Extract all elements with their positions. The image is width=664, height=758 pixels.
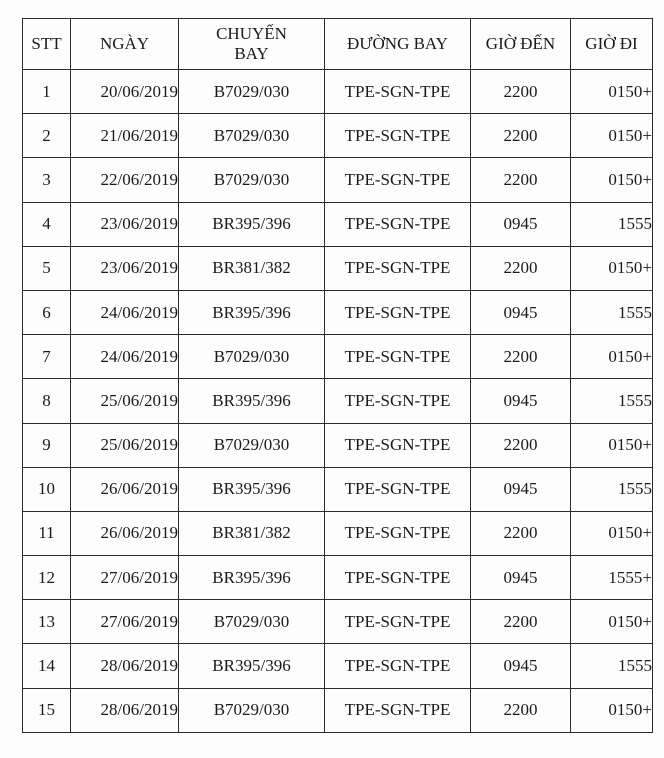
- cell-stt: 4: [23, 202, 71, 246]
- cell-stt: 6: [23, 290, 71, 334]
- cell-route: TPE-SGN-TPE: [325, 290, 471, 334]
- cell-departure: 0150+: [571, 688, 653, 732]
- cell-departure: 0150+: [571, 423, 653, 467]
- cell-departure: 1555: [571, 379, 653, 423]
- table-row: [23, 467, 653, 511]
- cell-flight: B7029/030: [179, 114, 325, 158]
- cell-stt: 3: [23, 158, 71, 202]
- cell-date: 28/06/2019: [71, 688, 179, 732]
- header-departure: GIỜ ĐI: [571, 19, 653, 70]
- cell-date: 27/06/2019: [71, 600, 179, 644]
- cell-arrival: 2200: [471, 511, 571, 555]
- cell-date: 23/06/2019: [71, 246, 179, 290]
- table-row: [23, 600, 653, 644]
- cell-date: 26/06/2019: [71, 467, 179, 511]
- cell-stt: 8: [23, 379, 71, 423]
- cell-date: 22/06/2019: [71, 158, 179, 202]
- cell-date: 21/06/2019: [71, 114, 179, 158]
- cell-arrival: 0945: [471, 556, 571, 600]
- cell-arrival: 2200: [471, 70, 571, 114]
- cell-departure: 0150+: [571, 70, 653, 114]
- table-row: [23, 290, 653, 334]
- cell-stt: 12: [23, 556, 71, 600]
- cell-flight: B7029/030: [179, 600, 325, 644]
- table-row: [23, 70, 653, 114]
- cell-route: TPE-SGN-TPE: [325, 114, 471, 158]
- cell-arrival: 2200: [471, 423, 571, 467]
- cell-date: 24/06/2019: [71, 335, 179, 379]
- cell-stt: 10: [23, 467, 71, 511]
- cell-route: TPE-SGN-TPE: [325, 644, 471, 688]
- cell-stt: 9: [23, 423, 71, 467]
- cell-stt: 13: [23, 600, 71, 644]
- cell-arrival: 0945: [471, 467, 571, 511]
- cell-flight: BR395/396: [179, 556, 325, 600]
- header-flight-line2: BAY: [234, 44, 269, 63]
- cell-departure: 1555: [571, 467, 653, 511]
- cell-stt: 7: [23, 335, 71, 379]
- cell-arrival: 0945: [471, 644, 571, 688]
- cell-departure: 0150+: [571, 335, 653, 379]
- cell-flight: B7029/030: [179, 70, 325, 114]
- cell-route: TPE-SGN-TPE: [325, 423, 471, 467]
- cell-arrival: 0945: [471, 379, 571, 423]
- table-row: [23, 688, 653, 732]
- cell-date: 26/06/2019: [71, 511, 179, 555]
- header-flight-line1: CHUYẾN: [216, 24, 287, 43]
- cell-departure: 1555: [571, 202, 653, 246]
- cell-date: 27/06/2019: [71, 556, 179, 600]
- cell-arrival: 2200: [471, 600, 571, 644]
- table-row: [23, 423, 653, 467]
- cell-route: TPE-SGN-TPE: [325, 688, 471, 732]
- cell-arrival: 2200: [471, 158, 571, 202]
- cell-flight: BR381/382: [179, 511, 325, 555]
- header-arrival: GIỜ ĐẾN: [471, 19, 571, 70]
- cell-route: TPE-SGN-TPE: [325, 511, 471, 555]
- cell-route: TPE-SGN-TPE: [325, 158, 471, 202]
- cell-route: TPE-SGN-TPE: [325, 467, 471, 511]
- cell-stt: 1: [23, 70, 71, 114]
- cell-route: TPE-SGN-TPE: [325, 202, 471, 246]
- cell-arrival: 2200: [471, 688, 571, 732]
- cell-route: TPE-SGN-TPE: [325, 246, 471, 290]
- cell-departure: 0150+: [571, 114, 653, 158]
- cell-flight: B7029/030: [179, 423, 325, 467]
- header-row: [23, 19, 653, 70]
- cell-flight: B7029/030: [179, 688, 325, 732]
- cell-arrival: 2200: [471, 335, 571, 379]
- table-row: [23, 202, 653, 246]
- cell-flight: B7029/030: [179, 335, 325, 379]
- cell-date: 20/06/2019: [71, 70, 179, 114]
- cell-date: 23/06/2019: [71, 202, 179, 246]
- cell-flight: BR395/396: [179, 644, 325, 688]
- cell-flight: BR395/396: [179, 379, 325, 423]
- cell-flight: BR395/396: [179, 467, 325, 511]
- cell-arrival: 0945: [471, 290, 571, 334]
- header-flight: [179, 19, 325, 70]
- header-stt: STT: [23, 19, 71, 70]
- cell-flight: BR395/396: [179, 290, 325, 334]
- table-row: [23, 114, 653, 158]
- table-row: [23, 379, 653, 423]
- cell-departure: 0150+: [571, 158, 653, 202]
- cell-route: TPE-SGN-TPE: [325, 335, 471, 379]
- cell-arrival: 2200: [471, 114, 571, 158]
- table-row: [23, 556, 653, 600]
- cell-route: TPE-SGN-TPE: [325, 600, 471, 644]
- header-route: ĐƯỜNG BAY: [325, 19, 471, 70]
- cell-flight: BR395/396: [179, 202, 325, 246]
- cell-departure: 0150+: [571, 511, 653, 555]
- table-header: [23, 19, 653, 70]
- cell-route: TPE-SGN-TPE: [325, 379, 471, 423]
- cell-date: 25/06/2019: [71, 423, 179, 467]
- cell-departure: 1555+: [571, 556, 653, 600]
- cell-arrival: 2200: [471, 246, 571, 290]
- cell-date: 28/06/2019: [71, 644, 179, 688]
- cell-departure: 0150+: [571, 246, 653, 290]
- cell-stt: 15: [23, 688, 71, 732]
- cell-date: 25/06/2019: [71, 379, 179, 423]
- cell-departure: 1555: [571, 644, 653, 688]
- table-row: [23, 158, 653, 202]
- table-row: [23, 644, 653, 688]
- cell-departure: 0150+: [571, 600, 653, 644]
- cell-arrival: 0945: [471, 202, 571, 246]
- cell-route: TPE-SGN-TPE: [325, 70, 471, 114]
- table-row: [23, 511, 653, 555]
- cell-stt: 2: [23, 114, 71, 158]
- cell-flight: B7029/030: [179, 158, 325, 202]
- cell-stt: 14: [23, 644, 71, 688]
- header-date: NGÀY: [71, 19, 179, 70]
- cell-stt: 11: [23, 511, 71, 555]
- table-row: [23, 335, 653, 379]
- flight-schedule-table: [22, 18, 653, 733]
- cell-departure: 1555: [571, 290, 653, 334]
- cell-stt: 5: [23, 246, 71, 290]
- table-body: [23, 70, 653, 733]
- table-row: [23, 246, 653, 290]
- cell-flight: BR381/382: [179, 246, 325, 290]
- cell-date: 24/06/2019: [71, 290, 179, 334]
- cell-route: TPE-SGN-TPE: [325, 556, 471, 600]
